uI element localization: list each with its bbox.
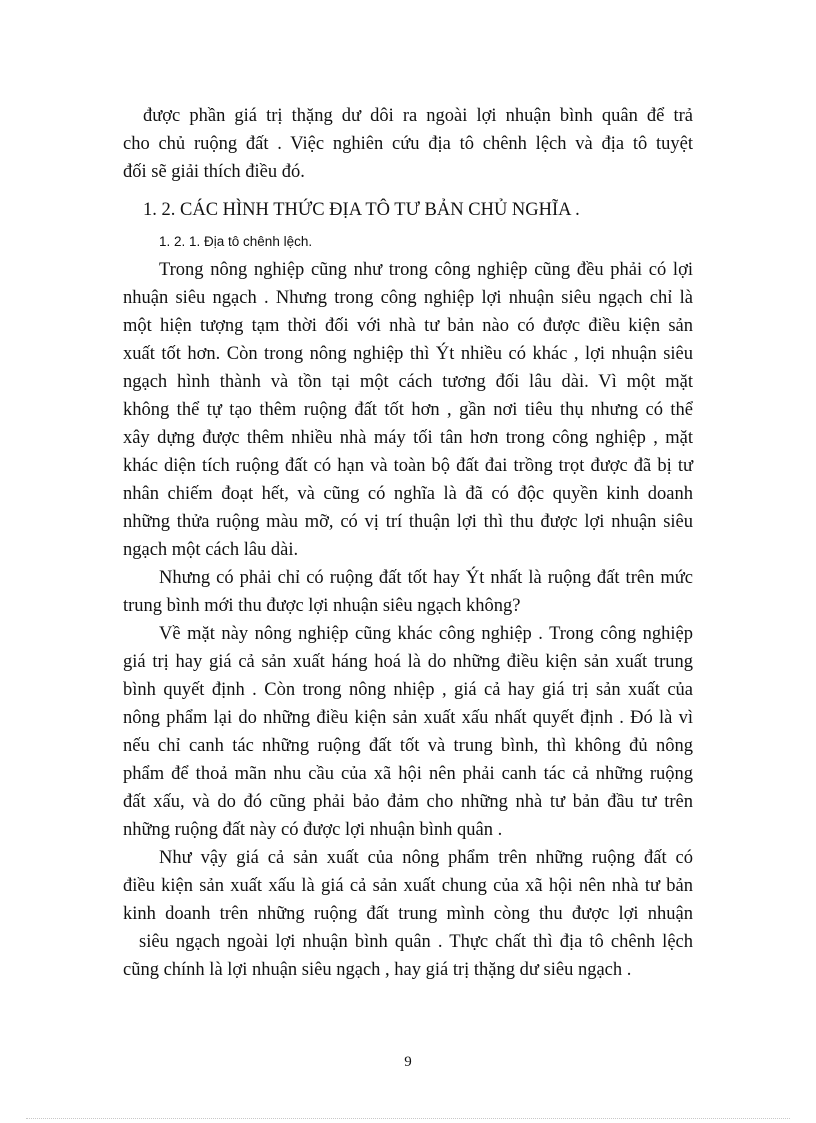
text-line: cũng chính là lợi nhuận siêu ngạch , hay giá trị thặng dư siêu ngạch . [123, 960, 632, 980]
text-line: xuất tốt hơn. Còn trong nông nghiệp thì Ýt nhiều có khác , lợi nhuận siêu [123, 344, 693, 364]
text-line: không thể tự tạo thêm ruộng đất tốt hơn , gần nơi tiêu thụ nhưng có thể [123, 400, 693, 420]
subsection-heading: 1. 2. 1. Địa tô chênh lệch. [159, 234, 313, 249]
text-line: Nhưng có phải chỉ có ruộng đất tốt hay Ýt nhất là ruộng đất trên mức [159, 568, 693, 588]
text-line: điều kiện sản xuất xấu là giá cả sản xuất chung của xã hội nên nhà tư bản [123, 876, 693, 896]
text-line: xây dựng được thêm nhiều nhà máy tối tân hơn trong công nghiệp , mặt [123, 428, 693, 448]
text-line: siêu ngạch ngoài lợi nhuận bình quân . Thực chất thì địa tô chênh lệch [139, 932, 693, 952]
page-number: 9 [404, 1054, 412, 1070]
text-line: một hiện tượng tạm thời đối với nhà tư bản nào có được điều kiện sản [123, 316, 693, 336]
text-line: cho chủ ruộng đất . Việc nghiên cứu địa tô chênh lệch và địa tô tuyệt [123, 134, 693, 154]
text-line: những thửa ruộng màu mỡ, có vị trí thuận lợi thì thu được lợi nhuận siêu [123, 512, 693, 532]
text-line: ngạch một cách lâu dài. [123, 540, 299, 560]
text-line: khác diện tích ruộng đất có hạn và toàn bộ đất đai trồng trọt được đã bị tư [123, 456, 693, 476]
text-line: nhân chiếm đoạt hết, và cũng có nghĩa là đã có độc quyền kinh doanh [123, 484, 693, 504]
text-line: ngạch hình thành và tồn tại một cách tương đối lâu dài. Vì một mặt [123, 372, 693, 392]
text-line: nhuận siêu ngạch . Nhưng trong công nghiệp lợi nhuận siêu ngạch chỉ là [123, 288, 693, 308]
text-line: nếu chỉ canh tác những ruộng đất tốt và trung bình, thì không đủ nông [123, 736, 693, 756]
text-line: nông phẩm lại do những điều kiện sản xuất xấu nhất quyết định . Đó là vì [123, 708, 693, 728]
text-line: Như vậy giá cả sản xuất của nông phẩm trên những ruộng đất có [159, 848, 693, 868]
text-line: những ruộng đất này có được lợi nhuận bình quân . [123, 820, 503, 840]
text-line: bình quyết định . Còn trong nông nhiệp , giá cả hay giá trị sản xuất của [123, 680, 693, 700]
section-heading: 1. 2. CÁC HÌNH THỨC ĐỊA TÔ TƯ BẢN CHỦ NGHĨA . [143, 200, 580, 220]
text-line: được phần giá trị thặng dư dôi ra ngoài lợi nhuận bình quân để trả [143, 106, 693, 126]
text-line: đất xấu, và do đó cũng phải bảo đảm cho những nhà tư bản đầu tư trên [123, 792, 693, 812]
text-line: giá trị hay giá cả sản xuất háng hoá là do những điều kiện sản xuất trung [123, 652, 693, 672]
text-line: phẩm để thoả mãn nhu cầu của xã hội nên phải canh tác cả những ruộng [123, 764, 693, 784]
text-line: đối sẽ giải thích điều đó. [123, 162, 305, 182]
text-line: Trong nông nghiệp cũng như trong công nghiệp cũng đều phải có lợi [159, 260, 693, 280]
page-bottom-rule [26, 1118, 790, 1119]
text-line: kinh doanh trên những ruộng đất trung mình còng thu được lợi nhuận [123, 904, 693, 924]
text-line: trung bình mới thu được lợi nhuận siêu ngạch không? [123, 596, 521, 616]
text-line: Về mặt này nông nghiệp cũng khác công nghiệp . Trong công nghiệp [159, 624, 693, 644]
